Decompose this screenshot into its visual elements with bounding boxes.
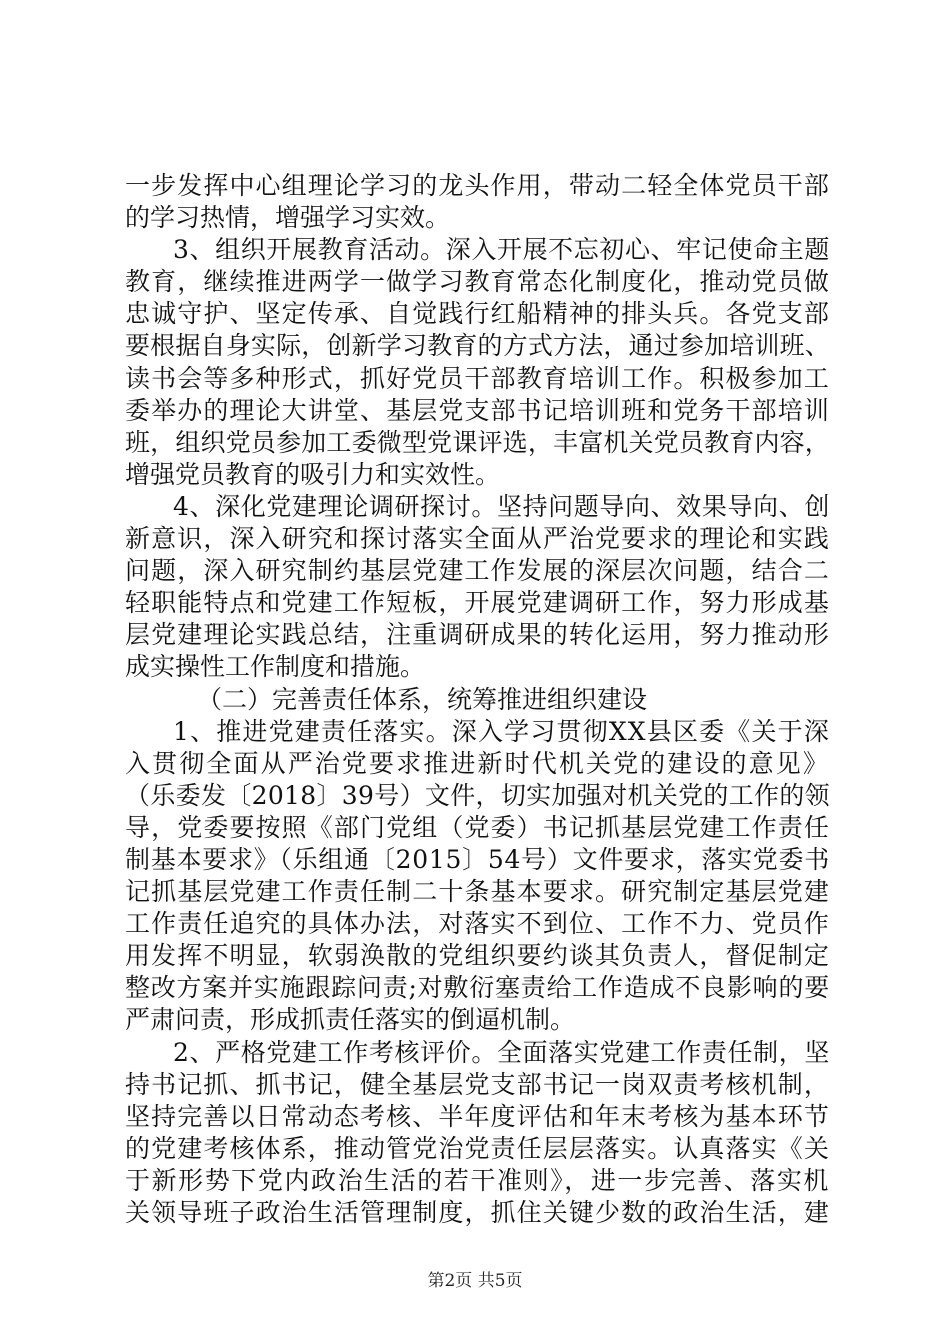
text-line: 委举办的理论大讲堂、基层党支部书记培训班和党务干部培训 bbox=[125, 395, 830, 425]
text-line: 读书会等多种形式，抓好党员干部教育培训工作。积极参加工 bbox=[125, 363, 830, 393]
text-line: 班，组织党员参加工委微型党课评选，丰富机关党员教育内容， bbox=[125, 427, 830, 457]
text-line: 记抓基层党建工作责任制二十条基本要求。研究制定基层党建 bbox=[125, 877, 830, 907]
text-line: 一步发挥中心组理论学习的龙头作用，带动二轻全体党员干部 bbox=[125, 171, 830, 200]
text-line: 忠诚守护、坚定传承、自觉践行红船精神的排头兵。各党支部 bbox=[125, 299, 830, 329]
text-line: 的学习热情，增强学习实效。 bbox=[125, 203, 451, 233]
text-line: 于新形势下党内政治生活的若干准则》，进一步完善、落实机 bbox=[125, 1165, 830, 1195]
text-line: 1、推进党建责任落实。深入学习贯彻XX县区委《关于深 bbox=[173, 716, 830, 746]
text-line: 成实操性工作制度和措施。 bbox=[125, 652, 426, 682]
text-line: 问题，深入研究制约基层党建工作发展的深层次问题，结合二 bbox=[125, 556, 830, 586]
text-line: 工作责任追究的具体办法，对落实不到位、工作不力、党员作 bbox=[125, 909, 830, 939]
text-line: 轻职能特点和党建工作短板，开展党建调研工作，努力形成基 bbox=[125, 588, 830, 618]
text-line: 层党建理论实践总结，注重调研成果的转化运用，努力推动形 bbox=[125, 620, 830, 650]
text-line: 关领导班子政治生活管理制度，抓住关键少数的政治生活，建 bbox=[125, 1198, 830, 1227]
text-line: 4、深化党建理论调研探讨。坚持问题导向、效果导向、创 bbox=[173, 491, 830, 521]
text-line: （二）完善责任体系，统筹推进组织建设 bbox=[197, 684, 648, 714]
text-line: （乐委发〔2018〕39号）文件，切实加强对机关党的工作的领 bbox=[125, 780, 830, 810]
text-line: 制基本要求》（乐组通〔2015〕54号）文件要求，落实党委书 bbox=[125, 844, 830, 874]
text-line: 用发挥不明显，软弱涣散的党组织要约谈其负责人，督促制定 bbox=[125, 941, 830, 971]
text-line: 的党建考核体系，推动管党治党责任层层落实。认真落实《关 bbox=[125, 1133, 830, 1163]
text-line: 导，党委要按照《部门党组（党委）书记抓基层党建工作责任 bbox=[125, 812, 830, 842]
text-line: 严肃问责，形成抓责任落实的倒逼机制。 bbox=[125, 1005, 576, 1035]
text-line: 持书记抓、抓书记，健全基层党支部书记一岗双责考核机制， bbox=[125, 1069, 830, 1099]
text-line: 整改方案并实施跟踪问责;对敷衍塞责给工作造成不良影响的要 bbox=[125, 973, 830, 1003]
document-body bbox=[125, 170, 830, 1229]
text-line: 教育，继续推进两学一做学习教育常态化制度化，推动党员做 bbox=[125, 267, 830, 297]
text-line: 增强党员教育的吸引力和实效性。 bbox=[125, 459, 501, 489]
page-footer: 第2页 共5页 bbox=[427, 1271, 523, 1291]
text-line: 2、严格党建工作考核评价。全面落实党建工作责任制，坚 bbox=[173, 1037, 830, 1067]
text-line: 入贯彻全面从严治党要求推进新时代机关党的建设的意见》 bbox=[125, 748, 830, 778]
text-line: 要根据自身实际，创新学习教育的方式方法，通过参加培训班、 bbox=[125, 331, 830, 361]
text-line: 坚持完善以日常动态考核、半年度评估和年末考核为基本环节 bbox=[125, 1101, 830, 1131]
text-line: 新意识，深入研究和探讨落实全面从严治党要求的理论和实践 bbox=[125, 524, 830, 554]
text-line: 3、组织开展教育活动。深入开展不忘初心、牢记使命主题 bbox=[173, 235, 830, 265]
